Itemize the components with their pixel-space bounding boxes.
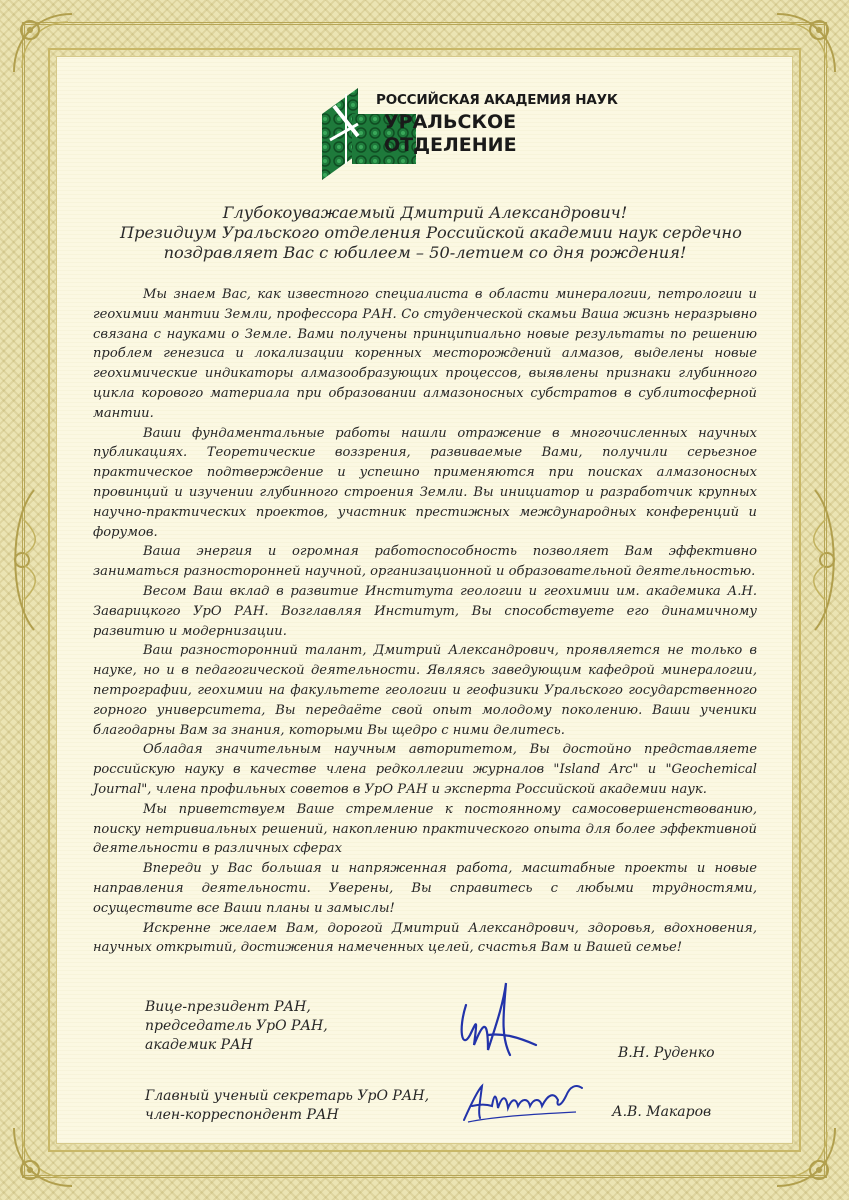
signatory-1-name: В.Н. Руденко bbox=[618, 1045, 715, 1061]
logo-subtitle-1: УРАЛЬСКОЕ bbox=[384, 110, 517, 133]
paragraph: Впереди у Вас большая и напряженная работа, масштабные проекты и новые направления деятельности. Уверены, Вы справитесь с любыми трудностями, осуществите все Ваши планы и замыслы! bbox=[93, 861, 757, 916]
greeting-line: поздравляет Вас с юбилеем – 50-летием со дня рождения! bbox=[163, 243, 687, 262]
side-ornament-icon bbox=[4, 480, 44, 640]
greeting-block bbox=[120, 203, 742, 263]
signatory-title: академик РАН bbox=[145, 1037, 253, 1053]
handwritten-signature-1 bbox=[448, 975, 558, 1075]
paragraph: Весом Ваш вклад в развитие Института геологии и геохимии им. академика А.Н. Заварицкого УрО РАН. Возглавляя Институт, Вы способствуете его динамичному развитию и модернизации. bbox=[93, 583, 757, 639]
paragraph: Искренне желаем Вам, дорогой Дмитрий Александрович, здоровья, вдохновения, научных открытий, достижения намеченных целей, счастья Вам и Вашей семье! bbox=[93, 920, 757, 956]
paragraph: Ваш разносторонний талант, Дмитрий Александрович, проявляется не только в науке, но и в педагогической деятельности. Являясь заведующим кафедрой минералогии, петрографии, геохимии на факультете геологии и геофизики Уральского государственного горного университета, Вы передаёте свой опыт молодому поколению. Ваши ученики благодарны Вам за знания, которыми Вы щедро с ними делитесь. bbox=[93, 643, 757, 738]
paragraph: Ваши фундаментальные работы нашли отражение в многочисленных научных публикациях. Теоретические воззрения, развиваемые Вами, получили серьезное практическое подтверждение и успешно применяются при поисках алмазоносных провинций и изучении глубинного строения Земли. Вы инициатор и разработчик крупных научно-практических проектов, участник престижных международных конференций и форумов. bbox=[93, 425, 757, 540]
handwritten-signature-2 bbox=[458, 1072, 588, 1132]
signatory-2-titles bbox=[145, 1087, 429, 1125]
logo-title: РОССИЙСКАЯ АКАДЕМИЯ НАУК bbox=[376, 92, 618, 108]
signatory-2-name: А.В. Макаров bbox=[612, 1104, 712, 1120]
signatory-title: Вице-президент РАН, bbox=[145, 999, 311, 1015]
letter-body bbox=[93, 285, 757, 958]
greeting-line: Президиум Уральского отделения Российской академии наук сердечно bbox=[120, 223, 742, 242]
signatory-title: Главный ученый секретарь УрО РАН, bbox=[145, 1088, 430, 1104]
signatory-title: член-корреспондент РАН bbox=[145, 1107, 339, 1123]
paragraph: Ваша энергия и огромная работоспособность позволяет Вам эффективно заниматься разносторонней научной, организационной и образовательной деятельностью. bbox=[93, 544, 757, 580]
signatory-1-titles bbox=[145, 998, 328, 1055]
greeting-salutation: Глубокоуважаемый Дмитрий Александрович! bbox=[222, 203, 628, 222]
academy-logo bbox=[318, 84, 618, 184]
signatory-title: председатель УрО РАН, bbox=[145, 1018, 328, 1034]
side-ornament-icon bbox=[805, 480, 845, 640]
paragraph: Мы знаем Вас, как известного специалиста в области минералогии, петрологии и геохимии мантии Земли, профессора РАН. Со студенческой скамьи Ваша жизнь неразрывно связана с науками о Земле. Вами получены принципиально новые результаты по решению проблем генезиса и локализации коренных месторождений алмазов, выделены новые геохимические индикаторы алмазообразующих процессов, выявлены признаки глубинного цикла корового материала при образовании алмазоносных субстратов в сублитосферной мантии. bbox=[93, 287, 757, 421]
paragraph: Обладая значительным научным авторитетом, Вы достойно представляете российскую науку в качестве члена редколлегии журналов "Island Arc" и "Geochemical Journal", члена профильных советов в УрО РАН и эксперта Российской академии наук. bbox=[93, 742, 757, 797]
paragraph: Мы приветствуем Ваше стремление к постоянному самосовершенствованию, поиску нетривиальных решений, накоплению практического опыта для более эффективной деятельности в различных сферах bbox=[93, 801, 757, 857]
logo-subtitle-2: ОТДЕЛЕНИЕ bbox=[384, 133, 517, 156]
